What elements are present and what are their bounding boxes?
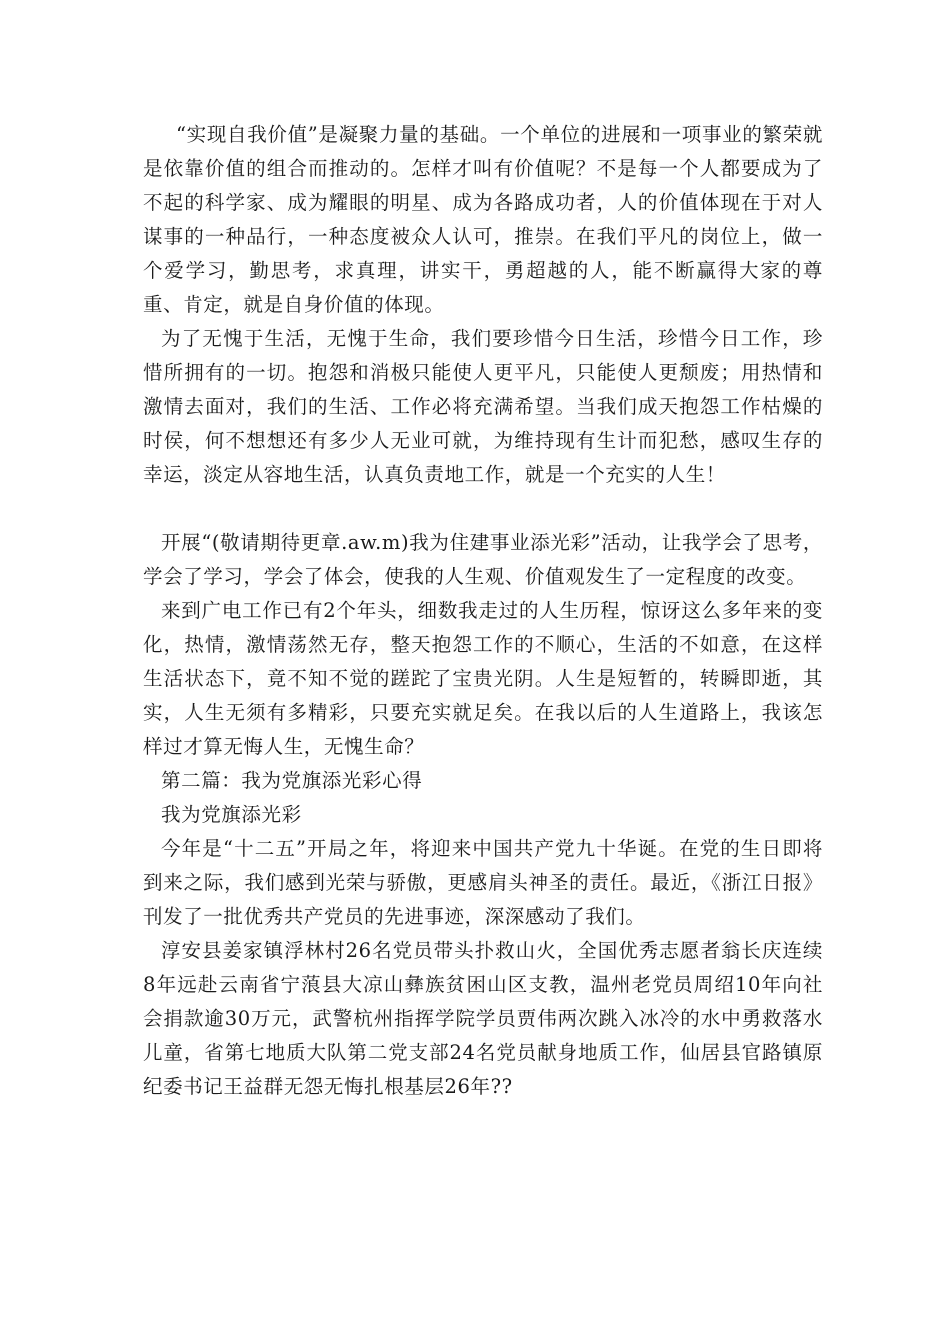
paragraph-exemplary-members: 淳安县姜家镇浮林村26名党员带头扑救山火，全国优秀志愿者翁长庆连续8年远赴云南省宁蒗县大凉山彝族贫困山区支教，温州老党员周绍10年向社会捐款逾30万元，武警杭州指挥学院学员贾伟两次跳入冰冷的水中勇救落水儿童，省第七地质大队第二党支部24名党员献身地质工作，仙居县官路镇原纪委书记王益群无怨无悔扎根基层26年?? (143, 939, 823, 1098)
paragraph-broadcast-work: 来到广电工作已有2个年头，细数我走过的人生历程，惊讶这么多年来的变化，热情，激情荡然无存，整天抱怨工作的不顺心，生活的不如意，在这样生活状态下，竟不知不觉的蹉跎了宝贵光阴。人生是短暂的，转瞬即逝，其实，人生无须有多精彩，只要充实就足矣。在我以后的人生道路上，我该怎样过才算无悔人生，无愧生命？ (143, 599, 823, 758)
section-heading-part-two: 第二篇：我为党旗添光彩心得 (161, 769, 423, 792)
paragraph-self-value: “实现自我价值”是凝聚力量的基础。一个单位的进展和一项事业的繁荣就是依靠价值的组合而推动的。怎样才叫有价值呢？不是每一个人都要成为了不起的科学家、成为耀眼的明星、成为各路成功者，人的价值体现在于对人谋事的一种品行，一种态度被众人认可，推崇。在我们平凡的岗位上，做一个爱学习，勤思考，求真理，讲实干，勇超越的人，能不断赢得大家的尊重、肯定，就是自身价值的体现。 (143, 123, 823, 316)
document-body (143, 118, 823, 1104)
section-title: 我为党旗添光彩 (161, 803, 302, 826)
paragraph-gap (143, 492, 823, 526)
paragraph-cherish-life: 为了无愧于生活，无愧于生命，我们要珍惜今日生活，珍惜今日工作，珍惜所拥有的一切。抱怨和消极只能使人更平凡，只能使人更颓废；用热情和激情去面对，我们的生活、工作必将充满希望。当我们成天抱怨工作枯燥的时侯，何不想想还有多少人无业可就，为维持现有生计而犯愁，感叹生存的幸运，淡定从容地生活，认真负责地工作，就是一个充实的人生！ (143, 327, 823, 486)
paragraph-party-anniversary: 今年是“十二五”开局之年，将迎来中国共产党九十华诞。在党的生日即将到来之际，我们感到光荣与骄傲，更感肩头神圣的责任。最近，《浙江日报》刊发了一批优秀共产党员的先进事迹，深深感动了我们。 (143, 837, 823, 928)
paragraph-activity: 开展“(敬请期待更章.aw.m)我为住建事业添光彩”活动，让我学会了思考，学会了学习，学会了体会，使我的人生观、价值观发生了一定程度的改变。 (143, 531, 823, 588)
